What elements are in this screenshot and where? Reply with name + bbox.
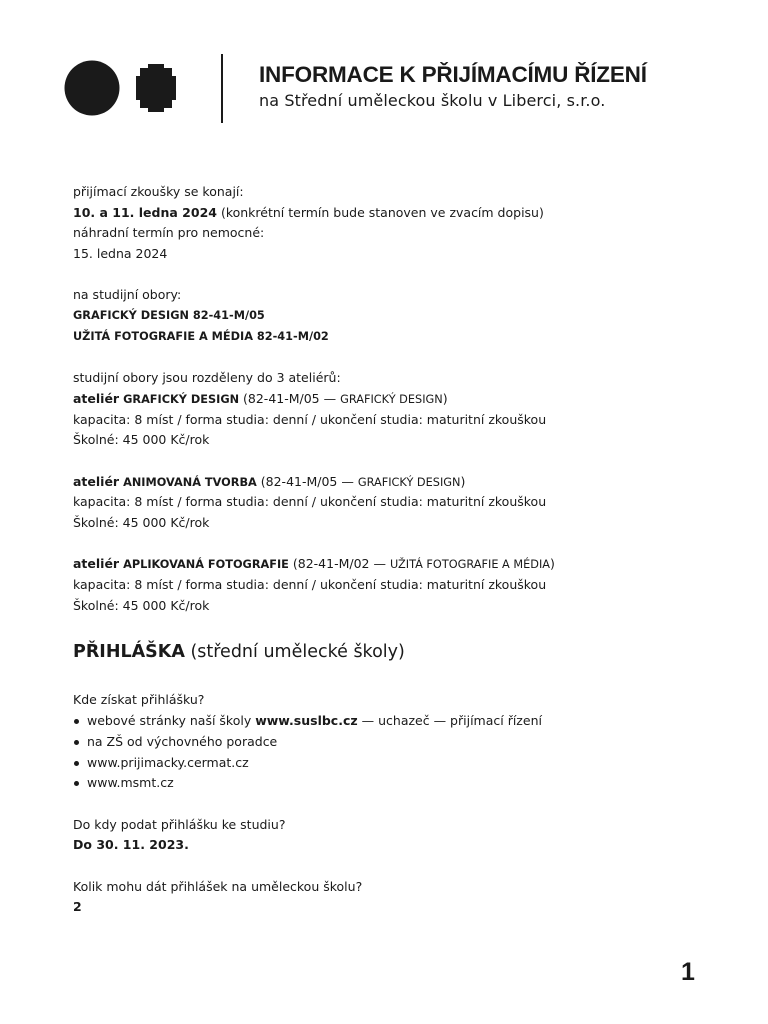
studio-name: APLIKOVANÁ FOTOGRAFIE <box>123 558 289 572</box>
header-divider <box>221 54 223 123</box>
application-title-note: (střední umělecké školy) <box>184 642 405 663</box>
studio-code: (82-41-M/02 — <box>288 556 390 572</box>
studio-name: GRAFICKÝ DESIGN <box>123 392 240 406</box>
studio-code: (82-41-M/05 — <box>239 390 341 406</box>
studio-prefix: ateliér <box>73 390 120 406</box>
msmt-link[interactable]: www.msmt.cz <box>73 773 713 794</box>
studio-fee: Školné: 45 000 Kč/rok <box>73 515 210 530</box>
field-item: UŽITÁ FOTOGRAFIE A MÉDIA 82-41-M/02 <box>73 329 329 343</box>
list-item: webové stránky naší školy www.suslbc.cz — uchazeč — přijímací řízení <box>73 711 713 732</box>
school-logo <box>64 60 188 116</box>
logo-stepped-square <box>136 64 176 112</box>
studio-field: UŽITÁ FOTOGRAFIE A MÉDIA <box>389 558 551 572</box>
studio-heading: ateliér ANIMOVANÁ TVORBA (82-41-M/05 — GRAFICKÝ DESIGN) <box>73 473 466 489</box>
studio-details: kapacita: 8 míst / forma studia: denní / ukončení studia: maturitní zkouškou <box>73 411 547 427</box>
exams-dates: 10. a 11. ledna 2024 <box>73 204 217 220</box>
studio-fee: Školné: 45 000 Kč/rok <box>73 432 210 448</box>
logo-circle <box>65 61 120 116</box>
studio-code: (82-41-M/05 — <box>256 473 358 489</box>
cermat-link[interactable]: www.prijimacky.cermat.cz <box>73 753 713 774</box>
alt-term-date: 15. ledna 2024 <box>73 246 168 262</box>
page-title: INFORMACE K PŘIJÍMACÍMU ŘÍZENÍ <box>259 62 647 87</box>
studio-details: kapacita: 8 míst / forma studia: denní / ukončení studia: maturitní zkouškou <box>73 577 547 593</box>
studio-block <box>73 554 713 616</box>
studio-prefix: ateliér <box>73 556 120 572</box>
studio-fee: Školné: 45 000 Kč/rok <box>73 597 210 613</box>
question-count: Kolik mohu dát přihlášek na uměleckou školu? <box>73 878 363 894</box>
studio-heading: ateliér GRAFICKÝ DESIGN (82-41-M/05 — GRAFICKÝ DESIGN) <box>73 390 448 406</box>
studio-block <box>73 472 713 534</box>
studio-heading: ateliér APLIKOVANÁ FOTOGRAFIE (82-41-M/02 — UŽITÁ FOTOGRAFIE A MÉDIA) <box>73 556 555 572</box>
where-list <box>73 711 713 794</box>
studio-prefix: ateliér <box>73 473 120 489</box>
exams-dates-note: (konkrétní termín bude stanoven ve zvacím dopisu) <box>216 204 544 220</box>
studio-field: GRAFICKÝ DESIGN <box>340 392 443 406</box>
studio-name: ANIMOVANÁ TVORBA <box>123 475 257 489</box>
alt-term-label: náhradní termín pro nemocné: <box>73 225 265 241</box>
exams-intro: přijímací zkoušky se konají: <box>73 184 244 199</box>
application-heading <box>73 637 713 667</box>
question-deadline: Do kdy podat přihlášku ke studiu? <box>73 816 286 832</box>
page-subtitle: na Střední uměleckou školu v Liberci, s.r.o. <box>259 91 606 110</box>
exams-dates-line <box>73 203 713 224</box>
answer-count: 2 <box>73 899 82 915</box>
page-number: 1 <box>681 958 695 986</box>
document-body <box>73 182 713 918</box>
list-item: na ZŠ od výchovného poradce <box>73 732 713 753</box>
fields-intro: na studijní obory: <box>73 287 182 303</box>
field-item: GRAFICKÝ DESIGN 82-41-M/05 <box>73 309 265 323</box>
question-where: Kde získat přihlášku? <box>73 692 205 708</box>
studio-details: kapacita: 8 míst / forma studia: denní / ukončení studia: maturitní zkouškou <box>73 494 547 510</box>
studio-field: GRAFICKÝ DESIGN <box>357 475 461 489</box>
studios-intro: studijní obory jsou rozděleny do 3 ateliérů: <box>73 370 341 386</box>
studio-block <box>73 389 713 451</box>
application-title: PŘIHLÁŠKA <box>73 642 185 663</box>
answer-deadline: Do 30. 11. 2023. <box>73 837 189 853</box>
school-website-link[interactable]: www.suslbc.cz <box>255 713 358 729</box>
